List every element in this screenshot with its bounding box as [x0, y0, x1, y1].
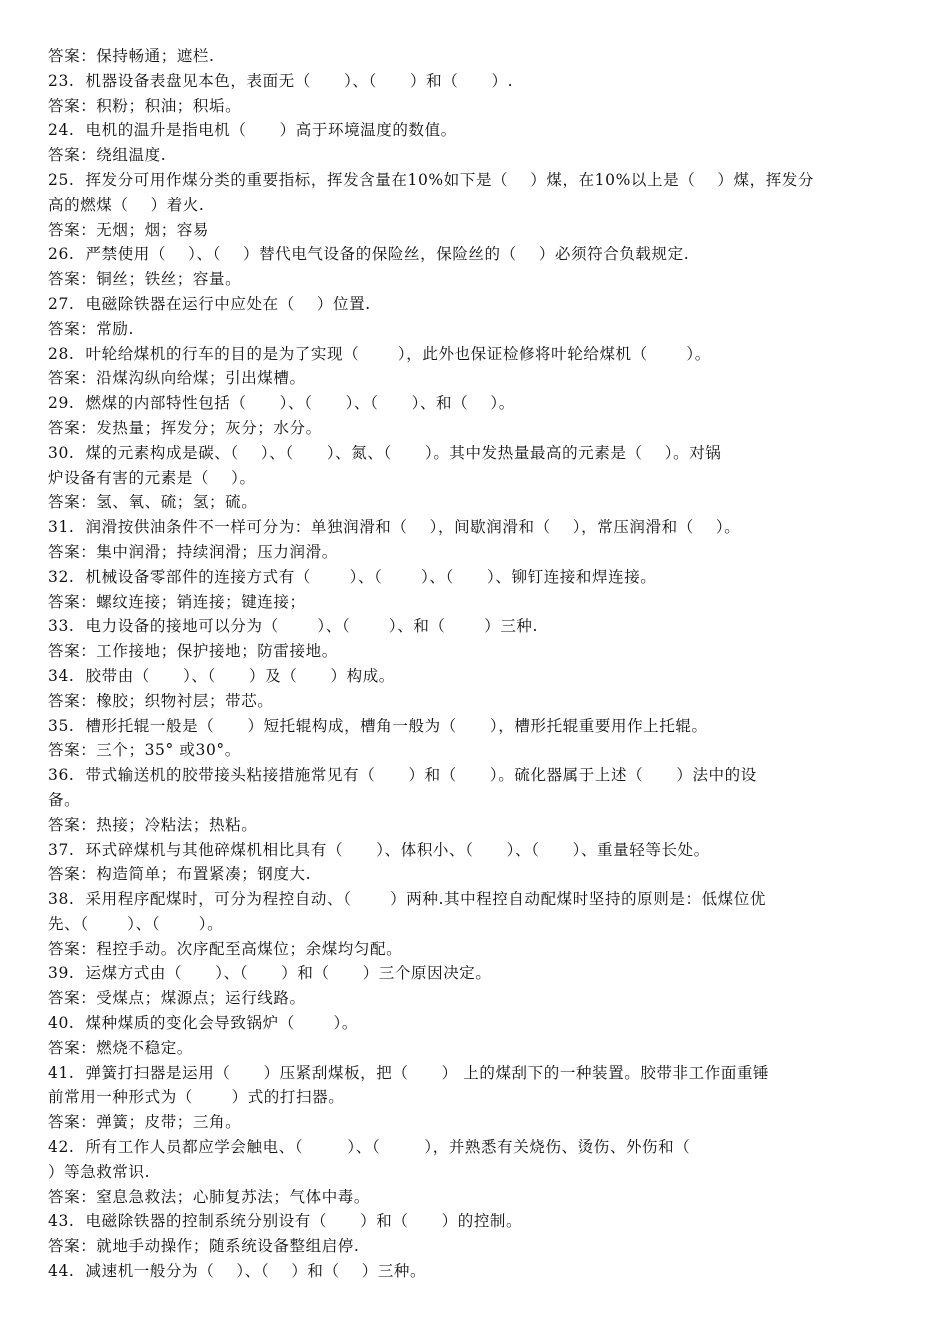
question-36-cont: 备。 [48, 790, 81, 809]
question-35: 35. 槽形托辊一般是（ ）短托辊构成，槽角一般为（ ），槽形托辊重要用作上托辊。 [48, 716, 708, 735]
question-37: 37. 环式碎煤机与其他碎煤机相比具有（ ）、体积小、（ ）、（ ）、重量轻等长处。 [48, 840, 710, 859]
question-23: 23. 机器设备表盘见本色，表面无（ ）、（ ）和（ ）. [48, 71, 514, 90]
question-30: 30. 煤的元素构成是碳、（ ）、（ ）、氮、（ ）。其中发热量最高的元素是（ ）。对锅 [48, 443, 722, 462]
answer-32: 答案：螺纹连接；销连接；键连接； [48, 592, 306, 611]
answer-30: 答案：氢、氧、硫；氢；硫。 [48, 493, 258, 512]
question-42-cont: ）等急救常识. [48, 1162, 151, 1181]
question-29: 29. 燃煤的内部特性包括（ ）、（ ）、（ ）、和（ ）。 [48, 394, 515, 413]
question-44: 44. 减速机一般分为（ ）、（ ）和（ ）三种。 [48, 1262, 427, 1281]
question-41-cont: 前常用一种形式为（ ）式的打扫器。 [48, 1088, 345, 1107]
answer-23: 答案：积粉；积油；积垢。 [48, 96, 242, 115]
answer-40: 答案：燃烧不稳定。 [48, 1038, 193, 1057]
question-42: 42. 所有工作人员都应学会触电、（ ）、（ ），并熟悉有关烧伤、烫伤、外伤和（ [48, 1138, 691, 1157]
question-33: 33. 电力设备的接地可以分为（ ）、（ ）、和（ ）三种. [48, 617, 539, 636]
answer-38: 答案：程控手动。次序配至高煤位；余煤均匀配。 [48, 939, 403, 958]
question-28: 28. 叶轮给煤机的行车的目的是为了实现（ ），此外也保证检修将叶轮给煤机（ ）。 [48, 344, 711, 363]
answer-22: 答案：保持畅通；遮栏. [48, 47, 215, 65]
answer-28: 答案：沿煤沟纵向给煤；引出煤槽。 [48, 369, 306, 388]
question-25-cont: 高的燃煤（ ）着火. [48, 195, 205, 214]
answer-41: 答案：弹簧；皮带；三角。 [48, 1113, 242, 1132]
answer-31: 答案：集中润滑；持续润滑；压力润滑。 [48, 542, 338, 561]
question-24: 24. 电机的温升是指电机（ ）高于环境温度的数值。 [48, 121, 457, 140]
question-25: 25. 挥发分可用作煤分类的重要指标，挥发含量在10%如下是（ ）煤，在10%以上是（ ）煤，挥发分 [48, 170, 815, 189]
question-34: 34. 胶带由（ ）、（ ）及（ ）构成。 [48, 666, 395, 685]
answer-39: 答案：受煤点；煤源点；运行线路。 [48, 989, 306, 1008]
question-43: 43. 电磁除铁器的控制系统分别设有（ ）和（ ）的控制。 [48, 1212, 523, 1231]
question-39: 39. 运煤方式由（ ）、（ ）和（ ）三个原因决定。 [48, 964, 492, 983]
question-38: 38. 采用程序配煤时，可分为程控自动、（ ）两种.其中程控自动配煤时坚持的原则是：低煤位优 [48, 890, 766, 909]
answer-34: 答案：橡胶；织物衬层；带芯。 [48, 691, 274, 710]
answer-27: 答案：常励. [48, 319, 135, 338]
answer-37: 答案：构造简单；布置紧凑；钢度大. [48, 865, 312, 884]
answer-26: 答案：铜丝；铁丝；容量。 [48, 270, 242, 289]
document-page [48, 44, 910, 1284]
question-40: 40. 煤种煤质的变化会导致锅炉（ ）。 [48, 1014, 358, 1033]
question-31: 31. 润滑按供油条件不一样可分为：单独润滑和（ ），间歇润滑和（ ），常压润滑和（ ）。 [48, 518, 741, 537]
question-38-cont: 先、（ ）、（ ）。 [48, 914, 224, 933]
question-32: 32. 机械设备零部件的连接方式有（ ）、（ ）、（ ）、铆钉连接和焊连接。 [48, 567, 657, 586]
question-26: 26. 严禁使用（ ）、（ ）替代电气设备的保险丝，保险丝的（ ）必须符合负载规定. [48, 245, 690, 264]
question-30-cont: 炉设备有害的元素是（ ）。 [48, 468, 256, 487]
answer-42: 答案：窒息急救法；心肺复苏法；气体中毒。 [48, 1187, 371, 1206]
answer-35: 答案：三个；35° 或30°。 [48, 741, 241, 760]
answer-36: 答案：热接；冷粘法；热粘。 [48, 815, 258, 834]
question-36: 36. 带式输送机的胶带接头粘接措施常见有（ ）和（ ）。硫化器属于上述（ ）法中的设 [48, 766, 757, 785]
answer-29: 答案：发热量；挥发分；灰分；水分。 [48, 418, 322, 437]
answer-24: 答案：绕组温度. [48, 146, 167, 165]
question-27: 27. 电磁除铁器在运行中应处在（ ）位置. [48, 294, 371, 313]
answer-25: 答案：无烟；烟；容易 [48, 220, 210, 239]
answer-33: 答案：工作接地；保护接地；防雷接地。 [48, 642, 338, 661]
answer-43: 答案：就地手动操作；随系统设备整组启停. [48, 1237, 360, 1256]
question-41: 41. 弹簧打扫器是运用（ ）压紧刮煤板，把（ ） 上的煤刮下的一种装置。胶带非工作面重锤 [48, 1063, 770, 1082]
